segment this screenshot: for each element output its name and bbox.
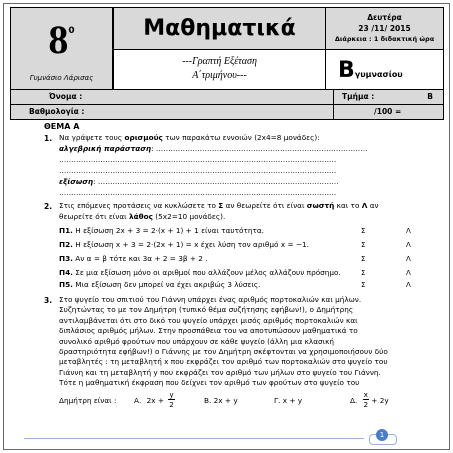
theme-title: ΘΕΜΑ Α: [44, 122, 80, 131]
q2-intro-line1: [59, 201, 444, 211]
statement-row: [59, 280, 260, 290]
option-label: Δ.: [350, 396, 358, 405]
subject-box: [113, 7, 326, 50]
false-choice[interactable]: Λ: [406, 281, 411, 289]
grade-row: [10, 105, 444, 120]
name-field[interactable]: [11, 90, 333, 104]
statement-row: [59, 226, 264, 236]
statement-row: [59, 254, 208, 264]
class-box: [326, 50, 444, 90]
name-label: Όνομα :: [49, 92, 83, 101]
exam-title-line1: ---Γραπτή Εξέταση: [182, 56, 257, 67]
q3-line: μεταβλητές : τη μεταβλητή x που εκφράζει τον αριθμό των πορτοκαλιών στο ψυγείο του: [59, 357, 388, 367]
q3-line: δραστηριότητα εφήβων!) ο Γιάννης με τον Δημήτρη σκέφτονται να χρησιμοποιήσουν δύο: [59, 347, 388, 357]
option-label: Γ.: [274, 396, 281, 405]
fraction-denominator: 2: [169, 400, 174, 409]
q3-line: Συζητώντας το με τον Δημήτρη (τυπικό θέμα συζήτησης εφήβων!), ο Δημήτρης: [59, 305, 354, 315]
q3-line: αντιλαμβάνεται ότι στο δικό του ψυγείο υπάρχει μισός αριθμός πορτοκαλιών και: [59, 315, 358, 325]
q1-number: 1.: [44, 134, 53, 143]
score-field[interactable]: [333, 105, 445, 119]
statement-id: Π2.: [59, 240, 73, 249]
q1-intro-bold: ορισμούς: [124, 133, 163, 142]
true-choice[interactable]: Σ: [361, 227, 366, 235]
subject-title: Μαθηματικά: [143, 16, 296, 41]
q2-intro2-post: (5x2=10 μονάδες).: [152, 212, 226, 221]
false-choice[interactable]: Λ: [406, 227, 411, 235]
q3-line: διπλάσιος αριθμός μήλων. Στην προσπάθεια του να αποτυπώσουν μαθηματικά το: [59, 326, 358, 336]
q3-line: Τότε η μαθηματική έκφραση που δείχνει τον αριθμό των φρούτων στο ψυγείο του: [59, 378, 360, 388]
q2-intro-post: αν: [367, 201, 379, 210]
grade-number: 8: [48, 17, 69, 62]
grade-label: Βαθμολογία :: [29, 107, 85, 116]
grade-superscript: 0: [68, 26, 75, 36]
page-number: 1: [376, 429, 388, 441]
statement-text: Η εξίσωση 2x + 3 = 2·(x + 1) + 1 είναι ταυτότητα.: [75, 226, 264, 235]
q2-lambda: Λ: [361, 201, 368, 210]
q3-answer-prefix: Δημήτρη είναι :: [59, 396, 117, 405]
option-b[interactable]: [204, 396, 238, 406]
q1-term2-label: εξίσωση: [59, 177, 94, 186]
footer-line: [24, 438, 364, 439]
true-choice[interactable]: Σ: [361, 269, 366, 277]
section-field[interactable]: [333, 90, 445, 104]
option-label: Β.: [204, 396, 212, 405]
grade-field[interactable]: [11, 105, 333, 119]
option-label: Α.: [134, 396, 142, 405]
false-choice[interactable]: Λ: [406, 269, 411, 277]
statement-text: Η εξίσωση x + 3 = 2·(2x + 1) = x έχει λύση τον αριθμό x = −1.: [75, 240, 309, 249]
q1-term1: [59, 144, 439, 154]
fraction-numerator: y: [169, 390, 174, 399]
true-choice[interactable]: Σ: [361, 241, 366, 249]
q1-term2-line[interactable]: : ………………………………………………………………………………………: [93, 177, 339, 186]
section-value: Β: [427, 92, 433, 101]
name-row: [10, 90, 444, 105]
statement-id: Π1.: [59, 226, 73, 235]
q2-intro-line2: [59, 212, 444, 222]
q1-intro: [59, 133, 434, 143]
q3-text: [59, 295, 439, 389]
option-expr: + 2y: [371, 396, 389, 405]
fraction-denominator: 2: [363, 400, 369, 409]
q1-term1-line2[interactable]: ……………………………………………………………………………………………………: [59, 155, 337, 164]
q1-term1-line[interactable]: : ……………………………………………………………………………: [151, 144, 368, 153]
statement-id: Π4.: [59, 268, 73, 277]
q1-intro-pre: Να γράψετε τους: [59, 133, 125, 142]
option-expr: 2x + y: [213, 396, 238, 405]
option-a[interactable]: [134, 390, 175, 412]
q3-number: 3.: [44, 296, 53, 305]
statement-text: Σε μια εξίσωση μόνο οι αριθμοί που αλλάζουν μέλος αλλάζουν πρόσημο.: [75, 268, 341, 277]
q1-intro-post: των παρακάτω εννοιών (2x4=8 μονάδες):: [162, 133, 320, 142]
false-choice[interactable]: Λ: [406, 241, 411, 249]
exam-title-box: [113, 50, 326, 90]
school-name: Γυμνάσιο Λάρισας: [29, 74, 94, 82]
q3-line: Γιάννη και τη μεταβλητή y που εκφράζει τον αριθμό των μήλων στο ψυγείο του Γιάννη.: [59, 367, 381, 377]
fraction-numerator: x: [363, 390, 368, 399]
q1-term2-line2[interactable]: ……………………………………………………………………………………………………: [59, 188, 337, 197]
q2-intro2-pre: θεωρείτε ότι είναι: [59, 212, 129, 221]
exam-duration: Διάρκεια : 1 διδακτική ώρα: [334, 35, 435, 43]
q1-term1-label: αλγεβρική παράσταση: [59, 144, 152, 153]
q2-intro-mid: αν θεωρείτε ότι είναι: [223, 201, 307, 210]
false-choice[interactable]: Λ: [406, 255, 411, 263]
q3-line: Στο ψυγείο του σπιτιού του Γιάννη υπάρχει ένας αριθμός πορτοκαλιών και μήλων.: [59, 295, 362, 304]
class-suffix: γυμνασίου: [354, 70, 403, 79]
true-choice[interactable]: Σ: [361, 255, 366, 263]
q1-term1-line3[interactable]: ……………………………………………………………………………………………………: [59, 166, 337, 175]
statement-row: [59, 240, 309, 250]
option-d[interactable]: [350, 390, 389, 412]
q2-wrong: λάθος: [128, 212, 153, 221]
class-letter: Β: [338, 58, 355, 83]
option-expr: x + y: [282, 396, 303, 405]
q2-intro-pre: Στις επόμενες προτάσεις να κυκλώσετε το: [59, 201, 219, 210]
q2-number: 2.: [44, 202, 53, 211]
statement-id: Π3.: [59, 254, 73, 263]
exam-page: [3, 3, 450, 450]
option-c[interactable]: [274, 396, 302, 406]
exam-day: Δευτέρα: [367, 13, 402, 22]
q2-correct: σωστή: [306, 201, 335, 210]
q2-intro-mid2: και το: [334, 201, 362, 210]
exam-title-line2: Α΄τριμήνου---: [192, 70, 247, 81]
q3-line: συνολικό αριθμό φρούτων που υπάρχουν σε κάθε ψυγείο (άλλη μια κλασική: [59, 336, 335, 346]
q1-term2: [59, 177, 439, 187]
statement-id: Π5.: [59, 280, 73, 289]
grade-box: [10, 7, 113, 90]
statement-text: Αν α = β τότε και 3α + 2 = 3β + 2 .: [75, 254, 208, 263]
exam-date: 23 /11/ 2015: [358, 24, 411, 33]
section-label: Τμήμα :: [342, 92, 375, 101]
true-choice[interactable]: Σ: [361, 281, 366, 289]
statement-text: Μια εξίσωση δεν μπορεί να έχει ακριβώς 3 λύσεις.: [75, 280, 261, 289]
q2-sigma: Σ: [218, 201, 224, 210]
statement-row: [59, 268, 341, 278]
date-box: [326, 7, 444, 50]
option-expr: 2x +: [146, 396, 165, 405]
score-label: /100 =: [374, 107, 402, 116]
